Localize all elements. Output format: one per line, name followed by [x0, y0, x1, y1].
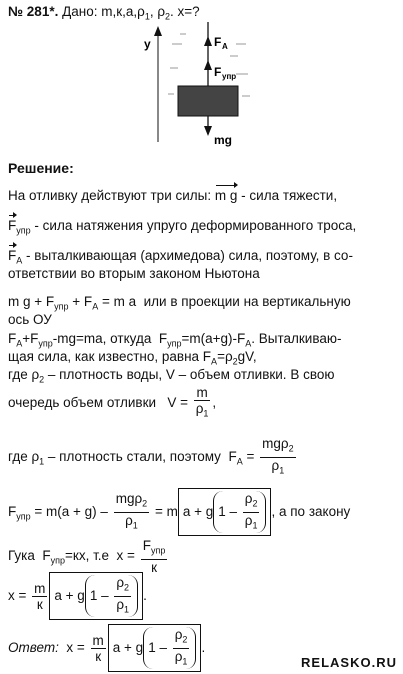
line-2: $F_{упр}$ - сила натяжения упруго деформированного троса,	[8, 218, 357, 236]
line-6: ось ОУ	[8, 312, 52, 327]
line-9: где $\rho_2$ – плотность воды, V – объем отливки. В свою	[8, 367, 335, 385]
force-diagram	[140, 22, 280, 154]
line-5: m $g + F_{упр} + F_A = m$ a или в проекции на вертикальную	[8, 294, 351, 312]
line-14: x = $\frac{m}{к}$ a + g 1 – $\frac{\rho_2}{\rho_1}$ .	[8, 572, 147, 620]
problem-number: № 281*.	[8, 4, 59, 19]
fupr-label: F	[214, 65, 222, 79]
solution-heading: Решение:	[8, 160, 74, 176]
line-12: $F_{упр} = m(a + g)$ – $\frac{mg\rho_2}{\rho_1}$ = m a + g 1 – $\frac{\rho_2}{\rho_1}$ , а по закону	[8, 488, 350, 536]
bracket-expr: a + g 1 – $\frac{\rho_2}{\rho_1}$	[178, 488, 272, 536]
fa-label: F	[214, 35, 222, 49]
volume-fraction: $\frac{m}{\rho_1}$	[195, 385, 209, 419]
y-axis-label: y	[144, 37, 151, 51]
fa-fraction: $\frac{mg\rho_2}{\rho_1}$	[262, 436, 294, 476]
line-1: На отливку действуют три силы: m g - сила тяжести,	[8, 188, 338, 203]
fupr-sub: упр	[222, 72, 237, 81]
fa-sub: A	[222, 42, 228, 51]
line-13: Гука $F_{упр}=кх$, т.е x = $\frac{F_{упр}}{к}$	[8, 538, 166, 575]
line-10: очередь объем отливки V = $\frac{m}{\rho_1}$ ,	[8, 385, 216, 422]
line-4: ответствии во вторым законом Ньютона	[8, 266, 260, 281]
answer-label: Ответ:	[8, 639, 59, 655]
line-3: $F_A$ - выталкивающая (архимедова) сила, поэтому, в со-	[8, 248, 353, 266]
watermark-logo[interactable]: RELASKO.RU	[301, 655, 397, 670]
mg-label: mg	[214, 133, 232, 147]
line-7: $F_A+F_{упр}-mg=ma$, откуда $F_{упр}=m(a+g)-F_A$. Выталкиваю-	[8, 331, 342, 349]
answer-line: Ответ: x = $\frac{m}{к}$ a + g 1 – $\frac{\rho_2}{\rho_1}$ .	[8, 624, 205, 672]
line-8: щая сила, как известно, равна $F_A=\rho_2gV$,	[8, 349, 257, 367]
given: Дано: $m,к,а,\rho_1$, $\rho_2$. x=?	[62, 4, 200, 22]
line-11: где $\rho_1$ – плотность стали, поэтому $F_A$ = $\frac{mg\rho_2}{\rho_1}$	[8, 436, 298, 478]
